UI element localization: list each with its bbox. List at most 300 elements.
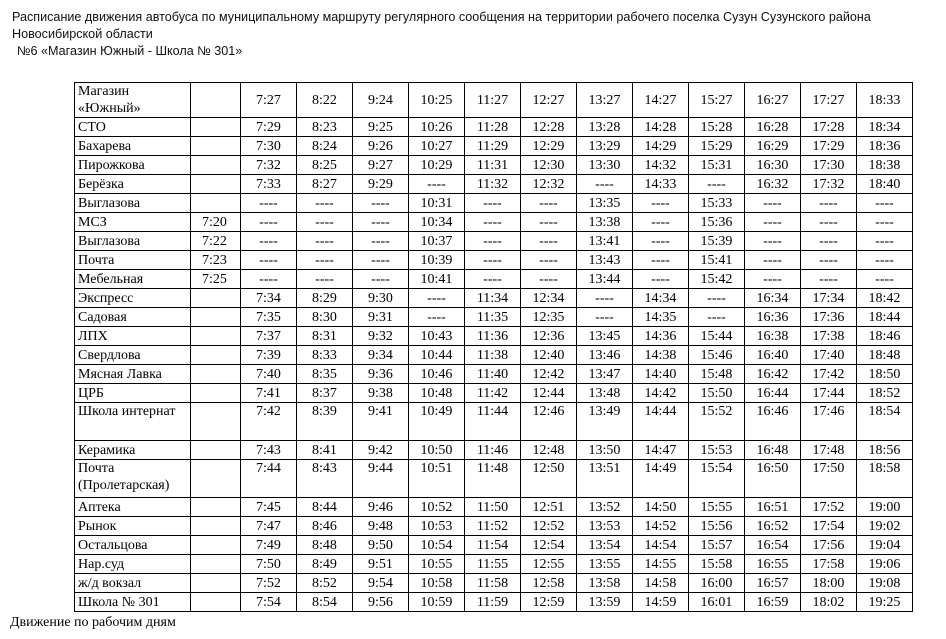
- early-time-cell: [191, 403, 241, 441]
- time-cell: 11:38: [465, 346, 521, 365]
- time-cell: ----: [689, 289, 745, 308]
- table-row: [75, 346, 913, 365]
- time-cell: 13:53: [577, 517, 633, 536]
- time-cell: 11:48: [465, 460, 521, 498]
- time-cell: 17:52: [801, 498, 857, 517]
- stop-name-cell: Свердлова: [75, 346, 191, 365]
- table-row: [75, 441, 913, 460]
- time-cell: 14:28: [633, 118, 689, 137]
- time-cell: 15:41: [689, 251, 745, 270]
- time-cell: 18:44: [857, 308, 913, 327]
- time-cell: 11:32: [465, 175, 521, 194]
- time-cell: ----: [241, 270, 297, 289]
- time-cell: 14:58: [633, 574, 689, 593]
- time-cell: ----: [353, 213, 409, 232]
- table-row: [75, 536, 913, 555]
- time-cell: 13:45: [577, 327, 633, 346]
- time-cell: 9:29: [353, 175, 409, 194]
- time-cell: 15:44: [689, 327, 745, 346]
- time-cell: ----: [801, 251, 857, 270]
- time-cell: 12:36: [521, 327, 577, 346]
- early-time-cell: [191, 346, 241, 365]
- time-cell: 14:27: [633, 83, 689, 118]
- time-cell: 18:02: [801, 593, 857, 612]
- time-cell: 9:31: [353, 308, 409, 327]
- time-cell: 15:50: [689, 384, 745, 403]
- time-cell: 15:39: [689, 232, 745, 251]
- time-cell: 16:34: [745, 289, 801, 308]
- time-cell: 12:51: [521, 498, 577, 517]
- time-cell: ----: [241, 251, 297, 270]
- time-cell: 8:43: [297, 460, 353, 498]
- early-time-cell: [191, 574, 241, 593]
- time-cell: ----: [577, 175, 633, 194]
- time-cell: ----: [409, 289, 465, 308]
- time-cell: 9:48: [353, 517, 409, 536]
- time-cell: 10:44: [409, 346, 465, 365]
- time-cell: 17:28: [801, 118, 857, 137]
- time-cell: 7:41: [241, 384, 297, 403]
- time-cell: ----: [297, 232, 353, 251]
- time-cell: 14:50: [633, 498, 689, 517]
- time-cell: 9:50: [353, 536, 409, 555]
- time-cell: 11:52: [465, 517, 521, 536]
- stop-name-cell: Выглазова: [75, 194, 191, 213]
- time-cell: 9:41: [353, 403, 409, 441]
- time-cell: 7:40: [241, 365, 297, 384]
- time-cell: ----: [241, 213, 297, 232]
- time-cell: 9:25: [353, 118, 409, 137]
- time-cell: 16:38: [745, 327, 801, 346]
- time-cell: 11:40: [465, 365, 521, 384]
- time-cell: 7:49: [241, 536, 297, 555]
- time-cell: 10:54: [409, 536, 465, 555]
- time-cell: 13:41: [577, 232, 633, 251]
- title-line-2: Новосибирской области: [12, 27, 153, 41]
- time-cell: 12:50: [521, 460, 577, 498]
- time-cell: 8:54: [297, 593, 353, 612]
- stop-name-cell: Экспресс: [75, 289, 191, 308]
- stop-name-cell: Пирожкова: [75, 156, 191, 175]
- time-cell: ----: [577, 308, 633, 327]
- table-row: [75, 83, 913, 118]
- footer-note: Движение по рабочим дням: [10, 615, 176, 630]
- time-cell: ----: [577, 289, 633, 308]
- table-row: [75, 403, 913, 441]
- time-cell: 18:00: [801, 574, 857, 593]
- time-cell: 12:32: [521, 175, 577, 194]
- table-row: [75, 137, 913, 156]
- time-cell: 16:42: [745, 365, 801, 384]
- time-cell: 15:52: [689, 403, 745, 441]
- time-cell: 8:52: [297, 574, 353, 593]
- time-cell: 16:44: [745, 384, 801, 403]
- early-time-cell: [191, 365, 241, 384]
- table-row: [75, 270, 913, 289]
- time-cell: 18:56: [857, 441, 913, 460]
- early-time-cell: 7:23: [191, 251, 241, 270]
- time-cell: ----: [353, 194, 409, 213]
- early-time-cell: [191, 517, 241, 536]
- time-cell: 9:46: [353, 498, 409, 517]
- time-cell: 16:52: [745, 517, 801, 536]
- time-cell: 12:58: [521, 574, 577, 593]
- stop-name-cell: МСЗ: [75, 213, 191, 232]
- time-cell: 13:30: [577, 156, 633, 175]
- time-cell: 18:40: [857, 175, 913, 194]
- time-cell: 10:25: [409, 83, 465, 118]
- time-cell: 11:58: [465, 574, 521, 593]
- time-cell: 12:48: [521, 441, 577, 460]
- time-cell: 11:59: [465, 593, 521, 612]
- time-cell: 14:44: [633, 403, 689, 441]
- time-cell: 8:23: [297, 118, 353, 137]
- time-cell: 10:53: [409, 517, 465, 536]
- time-cell: 18:48: [857, 346, 913, 365]
- time-cell: 9:24: [353, 83, 409, 118]
- time-cell: 11:50: [465, 498, 521, 517]
- time-cell: ----: [633, 232, 689, 251]
- time-cell: 8:48: [297, 536, 353, 555]
- time-cell: ----: [297, 194, 353, 213]
- time-cell: ----: [857, 213, 913, 232]
- time-cell: 13:46: [577, 346, 633, 365]
- time-cell: 13:29: [577, 137, 633, 156]
- time-cell: ----: [409, 175, 465, 194]
- time-cell: 13:35: [577, 194, 633, 213]
- time-cell: ----: [521, 251, 577, 270]
- table-row: [75, 498, 913, 517]
- time-cell: 14:38: [633, 346, 689, 365]
- stop-name-cell: Почта: [75, 251, 191, 270]
- table-row: [75, 460, 913, 498]
- time-cell: ----: [745, 232, 801, 251]
- time-cell: 8:41: [297, 441, 353, 460]
- time-cell: 18:33: [857, 83, 913, 118]
- stop-name-cell: СТО: [75, 118, 191, 137]
- time-cell: 7:43: [241, 441, 297, 460]
- time-cell: 8:24: [297, 137, 353, 156]
- time-cell: 15:28: [689, 118, 745, 137]
- time-cell: 15:29: [689, 137, 745, 156]
- time-cell: 8:35: [297, 365, 353, 384]
- time-cell: ----: [745, 251, 801, 270]
- time-cell: 13:28: [577, 118, 633, 137]
- time-cell: 17:48: [801, 441, 857, 460]
- time-cell: 13:44: [577, 270, 633, 289]
- route-title: №6 «Магазин Южный - Школа № 301»: [17, 44, 243, 58]
- time-cell: 15:58: [689, 555, 745, 574]
- time-cell: ----: [353, 251, 409, 270]
- time-cell: 12:59: [521, 593, 577, 612]
- time-cell: 12:28: [521, 118, 577, 137]
- time-cell: 9:30: [353, 289, 409, 308]
- stop-name-cell: Бахарева: [75, 137, 191, 156]
- table-row: [75, 118, 913, 137]
- time-cell: 16:30: [745, 156, 801, 175]
- time-cell: 9:51: [353, 555, 409, 574]
- time-cell: 7:27: [241, 83, 297, 118]
- time-cell: ----: [465, 270, 521, 289]
- time-cell: 19:00: [857, 498, 913, 517]
- time-cell: 10:31: [409, 194, 465, 213]
- time-cell: 9:56: [353, 593, 409, 612]
- time-cell: 10:59: [409, 593, 465, 612]
- time-cell: 16:00: [689, 574, 745, 593]
- time-cell: 9:34: [353, 346, 409, 365]
- time-cell: 7:52: [241, 574, 297, 593]
- stop-name-cell: Садовая: [75, 308, 191, 327]
- stop-name-cell: Рынок: [75, 517, 191, 536]
- time-cell: 7:37: [241, 327, 297, 346]
- time-cell: 13:59: [577, 593, 633, 612]
- table-row: [75, 574, 913, 593]
- time-cell: 13:55: [577, 555, 633, 574]
- early-time-cell: [191, 289, 241, 308]
- time-cell: 17:50: [801, 460, 857, 498]
- time-cell: ----: [465, 213, 521, 232]
- time-cell: 13:50: [577, 441, 633, 460]
- time-cell: 17:54: [801, 517, 857, 536]
- time-cell: 15:33: [689, 194, 745, 213]
- time-cell: 13:47: [577, 365, 633, 384]
- time-cell: 12:34: [521, 289, 577, 308]
- time-cell: 7:30: [241, 137, 297, 156]
- time-cell: 10:50: [409, 441, 465, 460]
- time-cell: ----: [801, 232, 857, 251]
- time-cell: 10:39: [409, 251, 465, 270]
- time-cell: 17:42: [801, 365, 857, 384]
- table-row: [75, 289, 913, 308]
- time-cell: 16:51: [745, 498, 801, 517]
- time-cell: 11:46: [465, 441, 521, 460]
- time-cell: 7:34: [241, 289, 297, 308]
- time-cell: 9:26: [353, 137, 409, 156]
- time-cell: 14:47: [633, 441, 689, 460]
- time-cell: 11:31: [465, 156, 521, 175]
- table-row: [75, 194, 913, 213]
- time-cell: 17:36: [801, 308, 857, 327]
- time-cell: 13:48: [577, 384, 633, 403]
- time-cell: ----: [409, 308, 465, 327]
- time-cell: 10:41: [409, 270, 465, 289]
- time-cell: 19:04: [857, 536, 913, 555]
- time-cell: 15:31: [689, 156, 745, 175]
- time-cell: 14:55: [633, 555, 689, 574]
- early-time-cell: [191, 156, 241, 175]
- time-cell: 17:58: [801, 555, 857, 574]
- table-row: [75, 251, 913, 270]
- time-cell: 19:08: [857, 574, 913, 593]
- time-cell: 7:39: [241, 346, 297, 365]
- time-cell: 12:52: [521, 517, 577, 536]
- time-cell: 8:46: [297, 517, 353, 536]
- time-cell: ----: [801, 194, 857, 213]
- time-cell: 15:55: [689, 498, 745, 517]
- time-cell: ----: [297, 213, 353, 232]
- table-row: [75, 365, 913, 384]
- time-cell: 16:01: [689, 593, 745, 612]
- table-row: [75, 517, 913, 536]
- early-time-cell: [191, 327, 241, 346]
- time-cell: 9:38: [353, 384, 409, 403]
- time-cell: 17:44: [801, 384, 857, 403]
- time-cell: 16:48: [745, 441, 801, 460]
- early-time-cell: [191, 175, 241, 194]
- time-cell: 17:56: [801, 536, 857, 555]
- schedule-table: [74, 82, 913, 612]
- time-cell: 10:37: [409, 232, 465, 251]
- table-row: [75, 308, 913, 327]
- early-time-cell: [191, 137, 241, 156]
- time-cell: 16:32: [745, 175, 801, 194]
- time-cell: 17:32: [801, 175, 857, 194]
- time-cell: 13:58: [577, 574, 633, 593]
- time-cell: ----: [745, 213, 801, 232]
- time-cell: 17:27: [801, 83, 857, 118]
- time-cell: 7:29: [241, 118, 297, 137]
- time-cell: ----: [353, 270, 409, 289]
- time-cell: 11:44: [465, 403, 521, 441]
- time-cell: 11:42: [465, 384, 521, 403]
- stop-name-cell: Нар.суд: [75, 555, 191, 574]
- time-cell: 14:49: [633, 460, 689, 498]
- time-cell: 16:27: [745, 83, 801, 118]
- time-cell: 7:42: [241, 403, 297, 441]
- time-cell: 9:27: [353, 156, 409, 175]
- time-cell: ----: [241, 232, 297, 251]
- time-cell: 18:36: [857, 137, 913, 156]
- table-row: [75, 156, 913, 175]
- stop-name-cell: Керамика: [75, 441, 191, 460]
- time-cell: 16:57: [745, 574, 801, 593]
- time-cell: 14:32: [633, 156, 689, 175]
- stop-name-cell: ж/д вокзал: [75, 574, 191, 593]
- table-row: [75, 555, 913, 574]
- table-row: [75, 232, 913, 251]
- early-time-cell: [191, 498, 241, 517]
- time-cell: 9:42: [353, 441, 409, 460]
- time-cell: 7:50: [241, 555, 297, 574]
- time-cell: 12:27: [521, 83, 577, 118]
- time-cell: 10:51: [409, 460, 465, 498]
- stop-name-cell: Выглазова: [75, 232, 191, 251]
- time-cell: 19:25: [857, 593, 913, 612]
- time-cell: 18:34: [857, 118, 913, 137]
- time-cell: 15:53: [689, 441, 745, 460]
- time-cell: 7:47: [241, 517, 297, 536]
- early-time-cell: [191, 118, 241, 137]
- time-cell: ----: [689, 175, 745, 194]
- time-cell: ----: [801, 213, 857, 232]
- time-cell: 17:46: [801, 403, 857, 441]
- time-cell: 8:29: [297, 289, 353, 308]
- time-cell: 7:33: [241, 175, 297, 194]
- time-cell: ----: [521, 213, 577, 232]
- stop-name-cell: Остальцова: [75, 536, 191, 555]
- time-cell: ----: [689, 308, 745, 327]
- time-cell: ----: [801, 270, 857, 289]
- time-cell: 14:52: [633, 517, 689, 536]
- time-cell: ----: [745, 194, 801, 213]
- time-cell: ----: [521, 194, 577, 213]
- time-cell: 8:30: [297, 308, 353, 327]
- stop-name-cell: Берёзка: [75, 175, 191, 194]
- early-time-cell: 7:20: [191, 213, 241, 232]
- early-time-cell: [191, 384, 241, 403]
- time-cell: 11:34: [465, 289, 521, 308]
- time-cell: 10:46: [409, 365, 465, 384]
- time-cell: 11:27: [465, 83, 521, 118]
- time-cell: ----: [857, 194, 913, 213]
- time-cell: 7:32: [241, 156, 297, 175]
- time-cell: 13:43: [577, 251, 633, 270]
- time-cell: ----: [633, 194, 689, 213]
- time-cell: 10:34: [409, 213, 465, 232]
- time-cell: 13:54: [577, 536, 633, 555]
- time-cell: 18:52: [857, 384, 913, 403]
- time-cell: 8:25: [297, 156, 353, 175]
- time-cell: ----: [857, 270, 913, 289]
- stop-name-cell: Мясная Лавка: [75, 365, 191, 384]
- time-cell: 16:50: [745, 460, 801, 498]
- time-cell: ----: [465, 251, 521, 270]
- table-row: [75, 384, 913, 403]
- time-cell: ----: [857, 232, 913, 251]
- time-cell: 16:40: [745, 346, 801, 365]
- time-cell: 11:55: [465, 555, 521, 574]
- time-cell: 15:56: [689, 517, 745, 536]
- time-cell: 10:43: [409, 327, 465, 346]
- time-cell: 12:29: [521, 137, 577, 156]
- time-cell: ----: [297, 270, 353, 289]
- time-cell: 14:36: [633, 327, 689, 346]
- early-time-cell: [191, 593, 241, 612]
- time-cell: 12:35: [521, 308, 577, 327]
- time-cell: 9:36: [353, 365, 409, 384]
- stop-name-cell: Школа № 301: [75, 593, 191, 612]
- time-cell: ----: [465, 194, 521, 213]
- time-cell: 14:42: [633, 384, 689, 403]
- time-cell: 14:29: [633, 137, 689, 156]
- table-row: [75, 327, 913, 346]
- time-cell: 11:54: [465, 536, 521, 555]
- time-cell: ----: [857, 251, 913, 270]
- time-cell: 18:54: [857, 403, 913, 441]
- time-cell: 18:38: [857, 156, 913, 175]
- time-cell: 17:29: [801, 137, 857, 156]
- time-cell: 16:29: [745, 137, 801, 156]
- time-cell: 9:44: [353, 460, 409, 498]
- stop-name-cell: Школа интернат: [75, 403, 191, 441]
- time-cell: ----: [521, 232, 577, 251]
- time-cell: 18:50: [857, 365, 913, 384]
- time-cell: 17:38: [801, 327, 857, 346]
- time-cell: 14:40: [633, 365, 689, 384]
- time-cell: 19:02: [857, 517, 913, 536]
- time-cell: 18:46: [857, 327, 913, 346]
- time-cell: 12:54: [521, 536, 577, 555]
- time-cell: ----: [633, 270, 689, 289]
- time-cell: 8:44: [297, 498, 353, 517]
- time-cell: 8:31: [297, 327, 353, 346]
- time-cell: 13:51: [577, 460, 633, 498]
- time-cell: ----: [745, 270, 801, 289]
- time-cell: 7:54: [241, 593, 297, 612]
- time-cell: 18:42: [857, 289, 913, 308]
- time-cell: 15:27: [689, 83, 745, 118]
- time-cell: 12:46: [521, 403, 577, 441]
